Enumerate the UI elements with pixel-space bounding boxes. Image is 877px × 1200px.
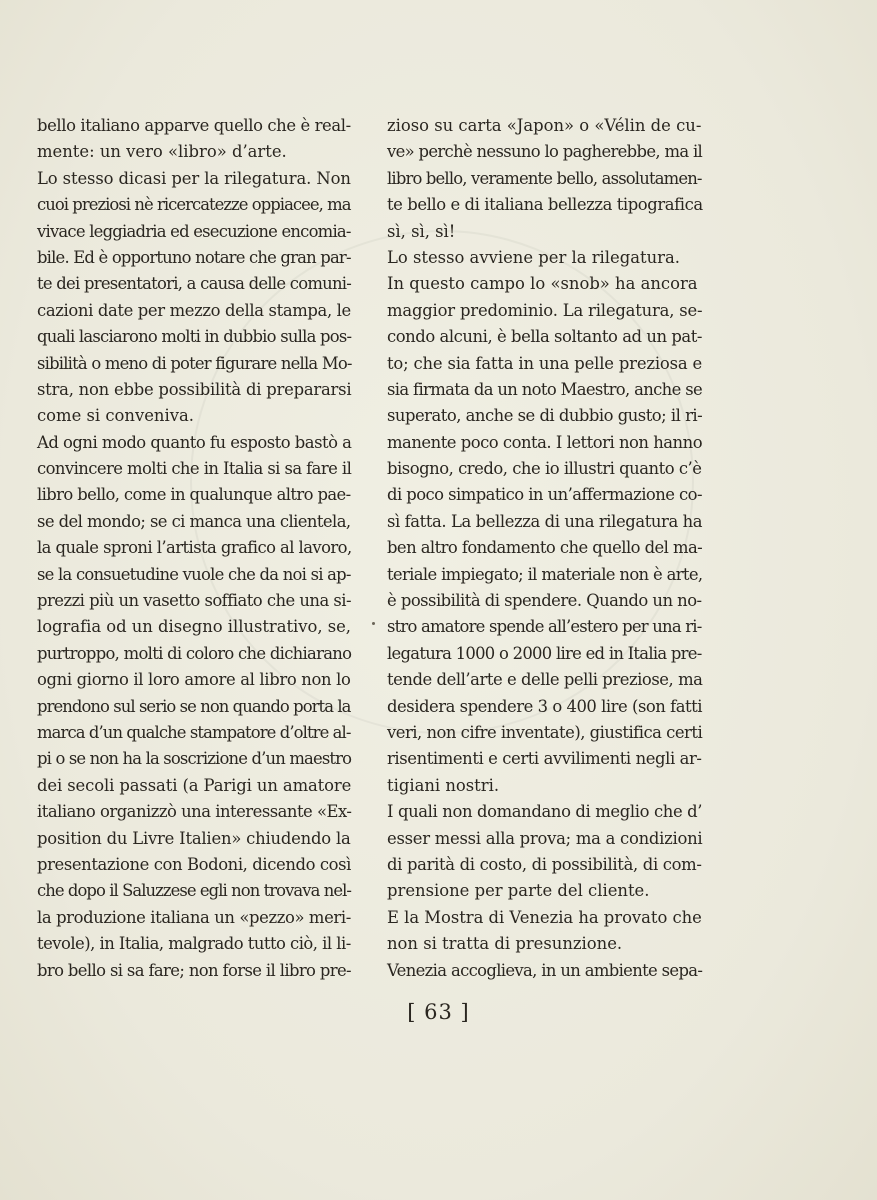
page-number: [ 63 ] — [407, 1000, 470, 1024]
text-line: è possibilità di spendere. Quando un no- — [387, 591, 702, 611]
text-line: che dopo il Saluzzese egli non trovava nel- — [37, 881, 352, 901]
text-line: di poco simpatico in un’affermazione co- — [387, 485, 702, 505]
text-line: E la Mostra di Venezia ha provato che — [387, 907, 702, 927]
text-line: Lo stesso avviene per la rilegatura. — [387, 247, 680, 267]
text-line: legatura 1000 o 2000 lire ed in Italia pre- — [387, 643, 702, 663]
text-line: se del mondo; se ci manca una clientela, — [37, 511, 351, 531]
text-line: come si conveniva. — [37, 406, 194, 426]
text-line: te dei presentatori, a causa delle comuni- — [37, 274, 352, 294]
text-line: italiano organizzò una interessante «Ex- — [37, 802, 352, 822]
text-line: bello italiano apparve quello che è real- — [37, 116, 351, 135]
text-line: teriale impiegato; il materiale non è arte, — [387, 564, 703, 584]
text-line: lografia od un disegno illustrativo, se, — [37, 617, 351, 637]
text-line: convincere molti che in Italia si sa fare il — [37, 459, 352, 479]
text-line: di parità di costo, di possibilità, di com- — [387, 854, 702, 874]
text-line: In questo campo lo «snob» ha ancora — [387, 274, 698, 294]
text-line: sì fatta. La bellezza di una rilegatura ha — [387, 511, 703, 531]
text-line: se la consuetudine vuole che da noi si ap- — [37, 564, 351, 584]
text-line: non si tratta di presunzione. — [387, 934, 623, 954]
text-line: ve» perchè nessuno lo pagherebbe, ma il — [387, 142, 703, 162]
text-line: vivace leggiadria ed esecuzione encomia- — [37, 221, 351, 241]
text-line: maggior predominio. La rilegatura, se- — [387, 300, 703, 320]
text-line: risentimenti e certi avvilimenti negli ar- — [387, 749, 702, 769]
text-line: la quale sproni l’artista grafico al lavoro, — [37, 538, 352, 558]
text-line: cuoi preziosi nè ricercatezze oppiacee, ma — [37, 195, 351, 215]
text-line: stra, non ebbe possibilità di prepararsi — [37, 379, 352, 399]
text-line: ogni giorno il loro amore al libro non lo — [37, 670, 351, 690]
text-line: sibilità o meno di poter figurare nella Mo- — [37, 353, 352, 373]
text-line: tevole), in Italia, malgrado tutto ciò, il li- — [37, 934, 351, 954]
text-line: te bello e di italiana bellezza tipografica — [387, 195, 703, 215]
text-line: ben altro fondamento che quello del ma- — [387, 538, 703, 558]
text-line: sia firmata da un noto Maestro, anche se — [387, 379, 703, 399]
text-line: mente: un vero «libro» d’arte. — [37, 142, 287, 162]
text-line: condo alcuni, è bella soltanto ad un pat- — [387, 327, 702, 347]
text-line: libro bello, come in qualunque altro pae- — [37, 485, 351, 505]
ink-speck — [372, 622, 375, 625]
text-line: Ad ogni modo quanto fu esposto bastò a — [37, 432, 352, 452]
text-line: desidera spendere 3 o 400 lire (son fatti — [387, 696, 703, 716]
text-line: libro bello, veramente bello, assolutamen- — [387, 168, 702, 188]
text-line: tigiani nostri. — [387, 775, 500, 795]
text-line: veri, non cifre inventate), giustifica certi — [387, 722, 703, 742]
text-line: bile. Ed è opportuno notare che gran par- — [37, 247, 351, 267]
text-line: presentazione con Bodoni, dicendo così — [37, 854, 352, 874]
text-line: superato, anche se di dubbio gusto; il ri- — [387, 406, 703, 426]
text-line: prezzi più un vasetto soffiato che una si- — [37, 591, 351, 611]
text-line: esser messi alla prova; ma a condizioni — [387, 828, 703, 848]
text-line: Lo stesso dicasi per la rilegatura. Non — [37, 168, 351, 188]
text-line: la produzione italiana un «pezzo» meri- — [37, 907, 351, 927]
text-line: manente poco conta. I lettori non hanno — [387, 432, 703, 452]
text-line: Venezia accoglieva, in un ambiente sepa- — [387, 960, 703, 980]
text-column-left — [37, 113, 351, 984]
text-line: bisogno, credo, che io illustri quanto c’è — [387, 459, 702, 479]
text-line: prendono sul serio se non quando porta la — [37, 696, 351, 716]
text-line: tende dell’arte e delle pelli preziose, ma — [387, 670, 703, 690]
text-line: prensione per parte del cliente. — [387, 881, 650, 901]
text-line: purtroppo, molti di coloro che dichiarano — [37, 643, 352, 663]
text-line: I quali non domandano di meglio che d’ — [387, 802, 703, 822]
text-line: stro amatore spende all’estero per una ri- — [387, 617, 702, 637]
text-line: dei secoli passati (a Parigi un amatore — [37, 775, 352, 795]
text-line: cazioni date per mezzo della stampa, le — [37, 300, 351, 320]
text-column-right — [387, 113, 702, 984]
text-line: to; che sia fatta in una pelle preziosa e — [387, 353, 703, 373]
text-line: zioso su carta «Japon» o «Vélin de cu- — [387, 116, 702, 135]
text-line: pi o se non ha la soscrizione d’un maestro — [37, 749, 352, 769]
text-line: quali lasciarono molti in dubbio sulla pos- — [37, 327, 352, 347]
text-line: bro bello si sa fare; non forse il libro pre- — [37, 960, 351, 980]
text-line: sì, sì, sì! — [387, 221, 456, 241]
text-line: position du Livre Italien» chiudendo la — [37, 828, 351, 848]
text-line: marca d’un qualche stampatore d’oltre al- — [37, 722, 351, 742]
